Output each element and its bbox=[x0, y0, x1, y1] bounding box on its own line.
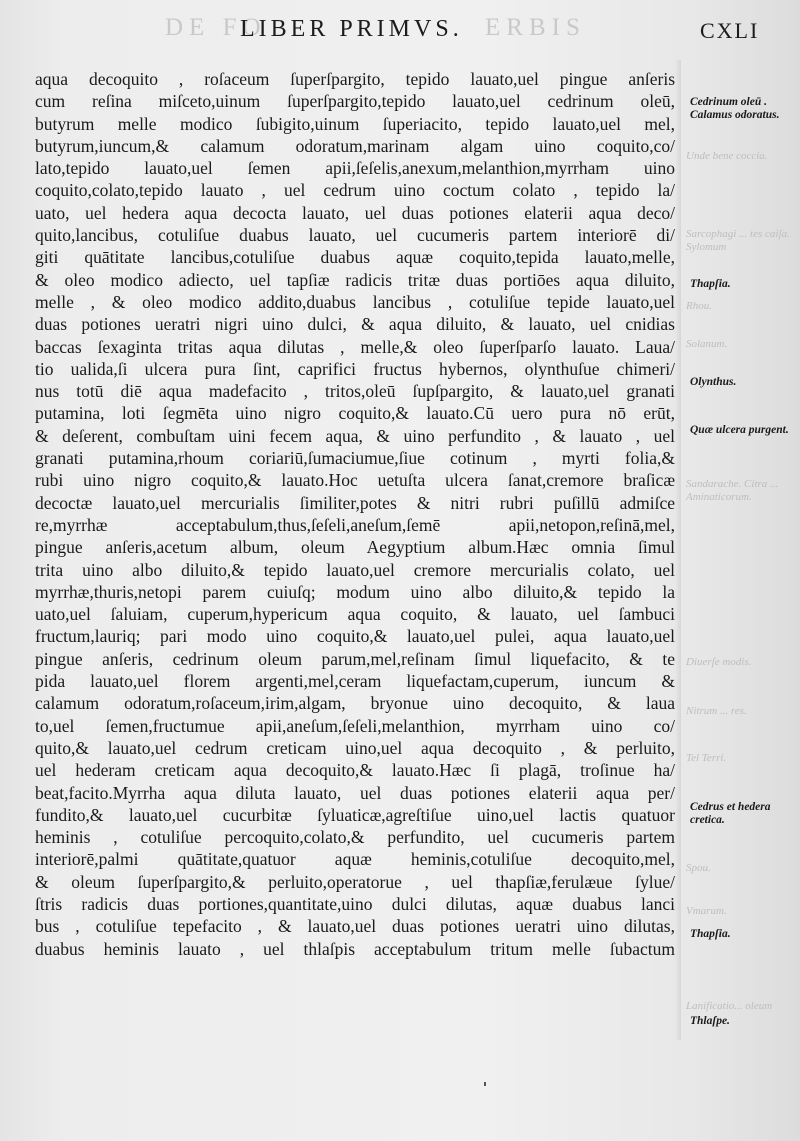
gutter-shadow bbox=[675, 60, 681, 1040]
show-through-title-left: DE FO bbox=[165, 14, 267, 41]
show-through-note: Lanificatio... oleum bbox=[686, 1000, 773, 1012]
text-line bbox=[35, 960, 675, 982]
text-line: butyrum melle modico ſubigito,uinum ſuperiacito, tepido lauato,uel mel, bbox=[35, 113, 675, 134]
show-through-note: Solanum. bbox=[686, 338, 728, 350]
ink-speck bbox=[484, 1082, 486, 1086]
show-through-note: Spou. bbox=[686, 862, 711, 874]
text-line: giti quātitate lancibus,cotuliſue duabus aquæ coquito,tepida lauato,melle, bbox=[35, 247, 675, 268]
text-line: calamum odoratum,roſaceum,irim,algam, bryonue uino decoquito, & laua bbox=[35, 693, 675, 714]
text-line: quito,lancibus, cotuliſue duabus lauato, uel cucumeris partem interiorē di/ bbox=[35, 225, 675, 246]
text-line: pingue anſeris, cedrinum oleum parum,mel,reſinam ſimul liquefacito, & te bbox=[35, 648, 675, 669]
text-line: nus totū diē aqua madefacito , tritos,oleū ſupſpargito, & lauato,uel granati bbox=[35, 381, 675, 402]
text-line: duabus heminis lauato , uel thlaſpis acceptabulum tritum melle ſubactum bbox=[35, 938, 675, 959]
text-line: uel hederam creticam aqua decoquito,& lauato.Hæc ſi plagā, troſinue ha/ bbox=[35, 760, 675, 781]
text-line: butyrum,iuncum,& calamum odoratum,marinam algam uino coquito,co/ bbox=[35, 135, 675, 156]
show-through-note: Rhou. bbox=[686, 300, 712, 312]
show-through-note: Tel Terri. bbox=[686, 752, 727, 764]
text-line: uato,uel ſaluiam, cuperum,hypericum aqua coquito, & lauato, uel ſambuci bbox=[35, 604, 675, 625]
text-line: to,uel ſemen,fructumue apii,aneſum,ſeſeli,melanthion, myrrham uino co/ bbox=[35, 715, 675, 736]
text-line: rubi uino nigro coquito,& lauato.Hoc uetuſta ulcera ſanat,cremore braſicæ bbox=[35, 470, 675, 491]
text-line: bus , cotuliſue tepefacito , & lauato,uel duas potiones ueratri uino dilutas, bbox=[35, 916, 675, 937]
margin-note-cedrinum: Cedrinum oleū . Calamus odoratus. bbox=[690, 96, 780, 121]
show-through-note: Vmarum. bbox=[686, 905, 727, 917]
text-line: beat,facito.Myrrha aqua diluta lauato, uel duas potiones elaterii aqua per/ bbox=[35, 782, 675, 803]
margin-note-thlaspe: Thlaſpe. bbox=[690, 1015, 730, 1027]
running-head: LIBER PRIMVS. bbox=[240, 16, 463, 42]
text-line: melle , & oleo modico addito,duabus lancibus , cotuliſue tepide lauato,uel bbox=[35, 291, 675, 312]
show-through-note: Sarcophagi ... tes caiſa. Sylomum bbox=[686, 228, 790, 253]
body-text bbox=[35, 68, 675, 982]
text-line: myrrhæ,thuris,netopi parem cuiuſq; modum uino albo diluito,& tepido la bbox=[35, 581, 675, 602]
text-line: heminis , cotuliſue percoquito,colato,& perfundito, uel cucumeris partem bbox=[35, 827, 675, 848]
text-line: quito,& lauato,uel cedrum creticam uino,uel aqua decoquito , & perluito, bbox=[35, 737, 675, 758]
text-line: duas potiones ueratri nigri uino dulci, & aqua diluito, & lauato, uel cnidias bbox=[35, 314, 675, 335]
text-line: ſtris radicis duas portiones,quantitate,uino dulci dilutas, aquæ duabus lanci bbox=[35, 893, 675, 914]
text-line: coquito,colato,tepido lauato , uel cedrum uino coctum colato , tepido la/ bbox=[35, 180, 675, 201]
text-line: pingue anſeris,acetum album, oleum Aegyptium album.Hæc omnia ſimul bbox=[35, 537, 675, 558]
margin-note-cedrus-hedera: Cedrus et hedera cretica. bbox=[690, 801, 771, 826]
show-through-note: Unde bene coccia. bbox=[686, 150, 768, 162]
margin-note-thapsia: Thapſia. bbox=[690, 278, 731, 290]
text-line: pida lauato,uel florem argenti,mel,ceram liquefactam,cuperum, iuncum & bbox=[35, 671, 675, 692]
show-through-note: Nitrum ... res. bbox=[686, 705, 747, 717]
margin-note-thapsia: Thapſia. bbox=[690, 928, 731, 940]
text-line: uato, uel hedera aqua decocta lauato, uel duas potiones elaterii aqua deco/ bbox=[35, 202, 675, 223]
text-line: tio ualida,ſi ulcera pura ſint, caprifici fructus hybernos, olynthuſue chimeri/ bbox=[35, 358, 675, 379]
text-line: aqua decoquito , roſaceum ſuperſpargito, tepido lauato,uel pingue anſeris bbox=[35, 69, 675, 89]
margin-note-olynthus: Olynthus. bbox=[690, 376, 737, 388]
text-line: interiorē,palmi quātitate,quatuor aquæ heminis,cotuliſue decoquito,mel, bbox=[35, 849, 675, 870]
show-through-note: Sandarache. Citra ... Aminaticorum. bbox=[686, 478, 779, 503]
text-line: fundito,& lauato,uel cucurbitæ ſyluaticæ,agreſtiſue uino,uel lactis quatuor bbox=[35, 804, 675, 825]
text-line: & oleum ſuperſpargito,& perluito,operatorue , uel thapſiæ,ferulæue ſylue/ bbox=[35, 871, 675, 892]
show-through-note: Diuerſe modis. bbox=[686, 656, 752, 668]
text-line: cum reſina miſceto,uinum ſuperſpargito,tepido lauato,uel cedrinum oleū, bbox=[35, 91, 675, 112]
text-line: re,myrrhæ acceptabulum,thus,ſeſeli,aneſum,ſemē apii,netopon,reſinā,mel, bbox=[35, 514, 675, 535]
text-line: & deſerent, combuſtam uini fecem aqua, & uino perfundito , & lauato , uel bbox=[35, 425, 675, 446]
show-through-title-right: ERBIS bbox=[485, 14, 586, 41]
folio-number: CXLI bbox=[700, 18, 760, 43]
text-line: lato,tepido lauato,uel ſemen apii,ſeſelis,anexum,melanthion,myrrham uino bbox=[35, 158, 675, 179]
text-line: putamina, loti ſegmēta uino nigro coquito,& lauato.Cū uero pura nō erūt, bbox=[35, 403, 675, 424]
text-line: & oleo modico adiecto, uel tapſiæ radicis tritæ duas portiōes aqua diluito, bbox=[35, 269, 675, 290]
text-line: decoctæ lauato,uel mercurialis ſimiliter,potes & nitri rubri puſillū admiſce bbox=[35, 492, 675, 513]
text-line: granati putamina,rhoum coriariū,ſumaciumue,ſiue cotinum , myrti folia,& bbox=[35, 448, 675, 469]
text-line: trita uino albo diluito,& tepido lauato,uel cremore mercurialis colato, uel bbox=[35, 559, 675, 580]
text-line: baccas ſexaginta tritas aqua dilutas , melle,& oleo ſuperſparſo lauato. Laua/ bbox=[35, 336, 675, 357]
margin-note-quae-ulcera-purgent: Quæ ulcera purgent. bbox=[690, 424, 789, 436]
text-line: fructum,lauriq; pari modo uino coquito,& lauato,uel pulei, aqua lauato,uel bbox=[35, 626, 675, 647]
